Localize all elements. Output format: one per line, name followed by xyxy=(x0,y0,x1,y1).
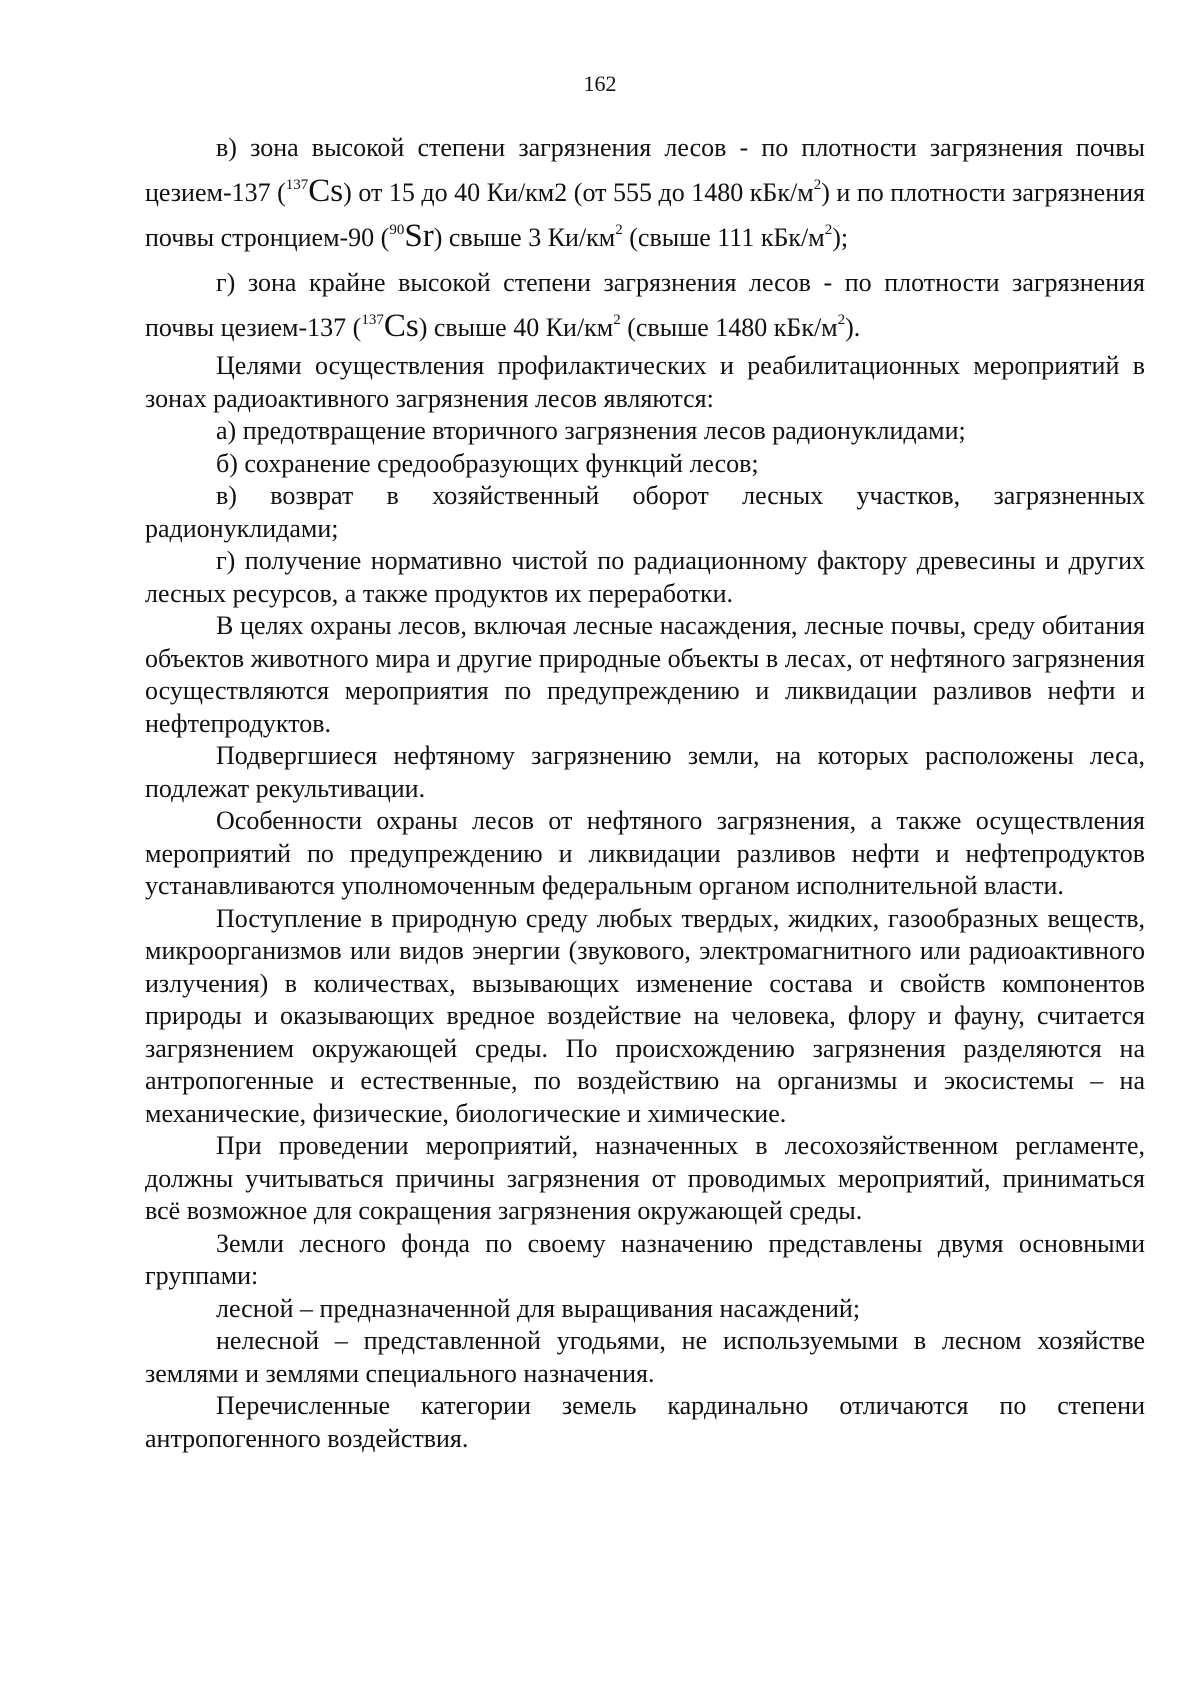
superscript-2: 2 xyxy=(824,222,833,238)
zone-v-part2: ) от 15 до 40 Ки/км2 (от 555 до 1480 кБк/м xyxy=(343,178,814,207)
cs-mass-number: 137 xyxy=(285,177,309,193)
list-item-goal-v: в) возврат в хозяйственный оборот лесных участков, загрязненных радионуклидами; xyxy=(145,481,1145,543)
paragraph-oil-protection: В целях охраны лесов, включая лесные насаждения, лесные почвы, среду обитания объектов животного мира и другие природные объекты в лесах, от нефтяного загрязнения осуществляются мероприятия по предупреждению и ликвидации разливов нефти и нефтепродуктов. xyxy=(145,611,1145,738)
zone-g-part2: ) свыше 40 Ки/км xyxy=(418,313,614,342)
zone-v-part4: ) свыше 3 Ки/км xyxy=(433,223,616,252)
cs-symbol: Cs xyxy=(383,308,419,344)
zone-v-part3: ) и по плотности загрязнения почвы стронцием-90 ( xyxy=(145,178,1146,252)
superscript-2: 2 xyxy=(615,222,623,238)
sr-symbol: Sr xyxy=(404,218,434,254)
cs-symbol: Cs xyxy=(308,173,344,209)
superscript-2: 2 xyxy=(837,312,846,328)
paragraph-oil-features: Особенности охраны лесов от нефтяного загрязнения, а также осуществления мероприятий по предупреждению и ликвидации разливов нефти и нефтепродуктов устанавливаются уполномоченным федеральным органом исполнительной власти. xyxy=(145,806,1145,900)
zone-v-lead: в) зона высокой степени загрязнения лесов - по плотности загрязнения почвы цезием-137 ( xyxy=(145,133,1145,207)
superscript-2: 2 xyxy=(613,312,621,328)
paragraph-pollution-definition: Поступление в природную среду любых твердых, жидких, газообразных веществ, микроорганизмов или видов энергии (звукового, электромагнитного или радиоактивного излучения) в количествах, вызывающих изменение состава и свойств компонентов природы и оказывающих вредное воздействие на человека, флору и фауну, считается загрязнением окружающей среды. По происхождению загрязнения разделяются на антропогенные и естественные, по воздействию на организмы и экосистемы – на механические, физические, биологические и химические. xyxy=(145,903,1145,1128)
zone-v-part5: (свыше 111 кБк/м xyxy=(622,223,825,252)
paragraph-categories-conclusion: Перечисленные категории земель кардинально отличаются по степени антропогенного воздействия. xyxy=(145,1391,1145,1453)
list-item-goal-g: г) получение нормативно чистой по радиационному фактору древесины и других лесных ресурсов, а также продуктов их переработки. xyxy=(145,546,1145,608)
list-item-goal-b: б) сохранение средообразующих функций лесов; xyxy=(216,448,759,478)
zone-g-tail: ). xyxy=(845,313,861,342)
superscript-2: 2 xyxy=(813,177,822,193)
sr-mass-number: 90 xyxy=(389,222,405,238)
zone-v-tail: ); xyxy=(832,223,849,252)
document-body xyxy=(145,125,1145,1455)
list-item-goal-a: а) предотвращение вторичного загрязнения лесов радионуклидами; xyxy=(216,416,966,445)
paragraph-recultivation: Подвергшиеся нефтяному загрязнению земли, на которых расположены леса, подлежат рекультивации. xyxy=(145,741,1145,803)
list-item-land-nonforest: нелесной – представленной угодьями, не используемыми в лесном хозяйстве землями и землями специального назначения. xyxy=(145,1326,1145,1388)
list-item-land-forest: лесной – предназначенной для выращивания насаждений; xyxy=(216,1293,861,1323)
paragraph-land-groups-intro: Земли лесного фонда по своему назначению представлены двумя основными группами: xyxy=(145,1228,1145,1290)
paragraph-goals-intro: Целями осуществления профилактических и реабилитационных мероприятий в зонах радиоактивного загрязнения лесов являются: xyxy=(145,351,1145,413)
paragraph-reglament: При проведении мероприятий, назначенных в лесохозяйственном регламенте, должны учитываться причины загрязнения от проводимых мероприятий, приниматься всё возможное для сокращения загрязнения окружающей среды. xyxy=(145,1131,1145,1225)
page-number: 162 xyxy=(583,71,617,96)
cs-mass-number: 137 xyxy=(361,312,384,328)
paragraph-zone-extreme xyxy=(145,260,1145,350)
zone-g-lead: г) зона крайне высокой степени загрязнения лесов - по плотности загрязнения почвы цезием-137 ( xyxy=(145,268,1145,342)
zone-g-part3: (свыше 1480 кБк/м xyxy=(620,313,838,342)
paragraph-zone-high xyxy=(145,125,1145,260)
